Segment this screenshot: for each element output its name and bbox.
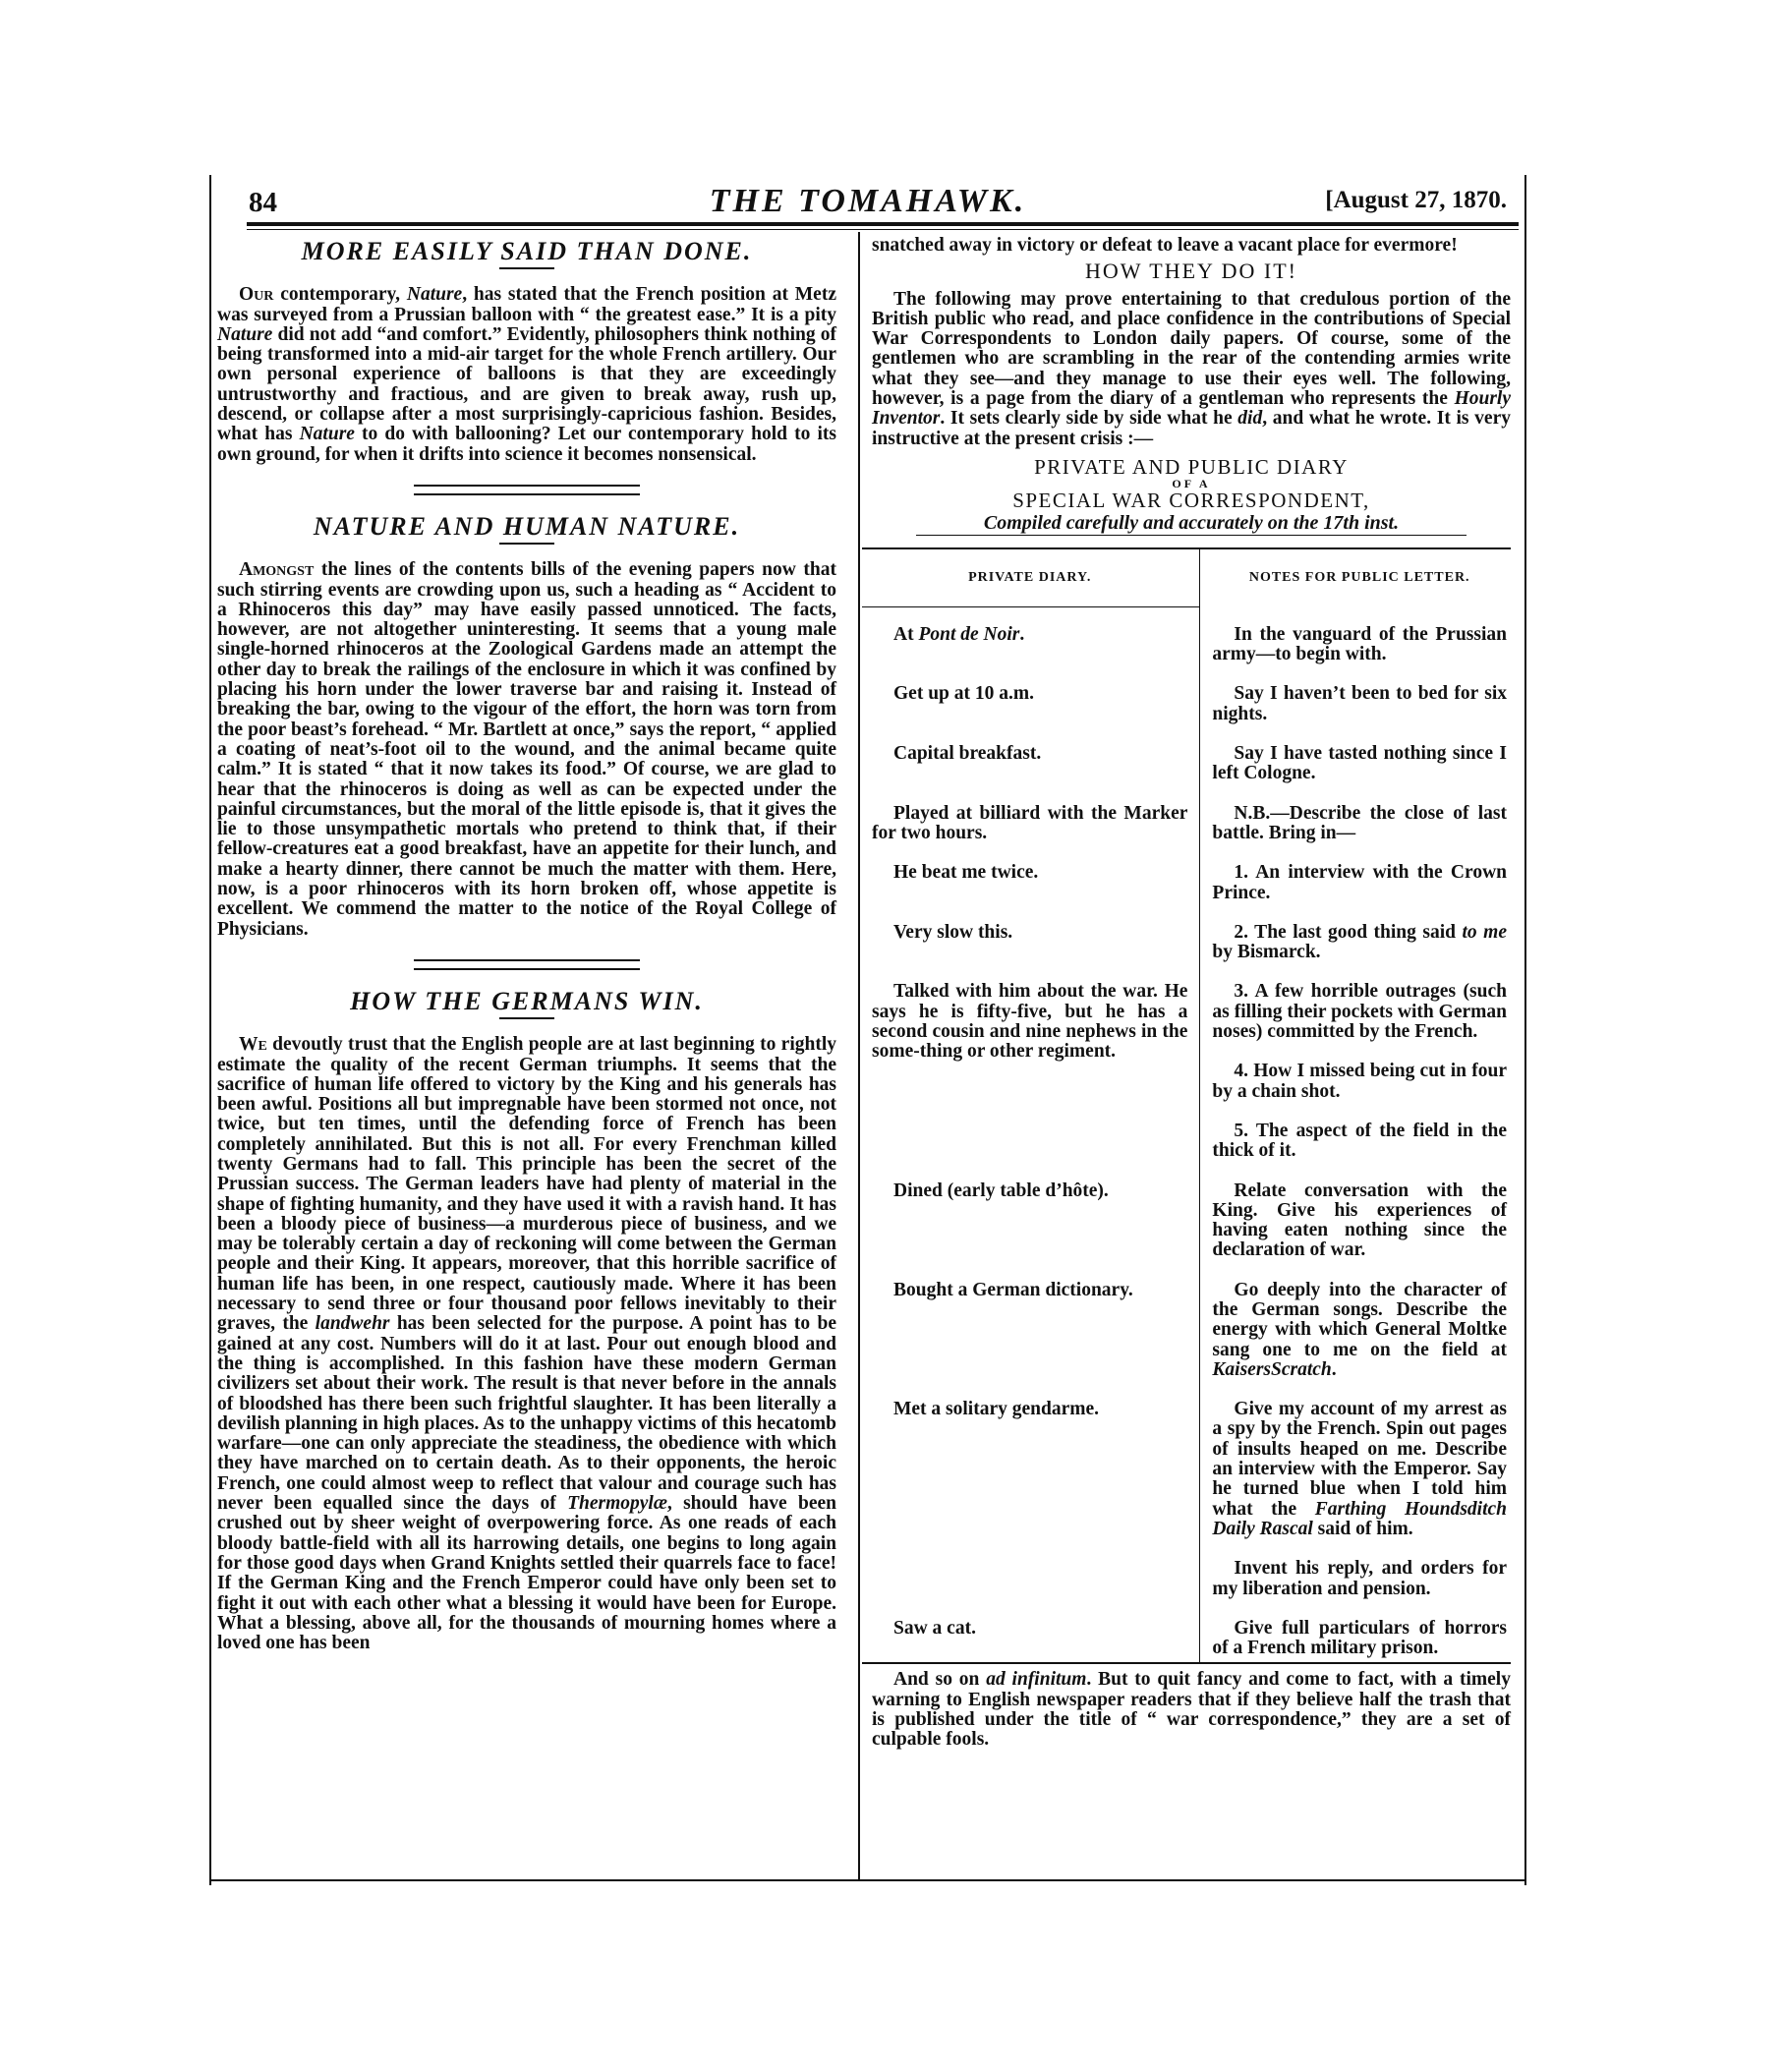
closing-paragraph	[872, 1670, 1511, 1750]
page-bottom-rule	[211, 1879, 1524, 1881]
text-run: . It sets clearly side by side what he	[940, 408, 1238, 430]
heading-rule	[499, 1017, 554, 1019]
article-heading-how-the-germans-win: HOW THE GERMANS WIN.	[350, 986, 704, 1015]
text-italic: did	[1237, 408, 1263, 430]
public-entry: Invent his reply, and orders for my liberation and pension.	[1212, 1558, 1507, 1599]
table-row	[862, 664, 1511, 724]
article-paragraph	[217, 560, 836, 940]
table-row	[862, 1599, 1511, 1664]
masthead-rule	[247, 222, 1519, 226]
table-row	[862, 962, 1511, 1161]
text-run: .	[1331, 1358, 1337, 1380]
right-column	[872, 236, 1511, 1751]
left-column	[217, 236, 836, 1653]
text-italic: Farthing Houndsditch Daily Rascal	[1212, 1498, 1507, 1539]
article-heading-nature-and-human-nature: NATURE AND HUMAN NATURE.	[313, 511, 741, 541]
masthead-rule-thin	[247, 229, 1519, 230]
text-run: The following may prove entertaining to that credulous portion of the British public who read, and place confidence in the contributions of Special War Correspondents to London daily papers. Of course, some of the gentlemen who are scrambling in the rear of the contending armies write what they see—and they manage to use their eyes well. The following, however, is a page from the diary of a gentleman who represents the	[872, 288, 1511, 410]
table-row	[862, 903, 1511, 963]
text-run: At	[893, 623, 919, 645]
column-header-private: PRIVATE DIARY.	[862, 548, 1200, 607]
private-entry: Get up at 10 a.m.	[893, 683, 1034, 705]
dropcap: Amongst	[239, 559, 315, 581]
text-italic: Nature	[217, 323, 273, 345]
private-entry: Played at billiard with the Marker for two hours.	[872, 802, 1188, 843]
diary-table	[862, 547, 1511, 1665]
public-entry: Relate conversation with the King. Give his experiences of having eaten nothing since the declaration of war.	[1212, 1180, 1507, 1261]
diary-title-of: OF A	[1172, 477, 1211, 491]
text-run: , has stated that the French position at Metz was surveyed from a Prussian balloon with “ the greatest ease.” It is a pity	[217, 284, 836, 325]
table-header-row	[862, 548, 1511, 607]
diary-subtitle: SPECIAL WAR CORRESPONDENT,	[1012, 489, 1370, 513]
section-divider	[414, 485, 640, 495]
column-header-public: NOTES FOR PUBLIC LETTER.	[1200, 548, 1511, 607]
text-run: And so on	[893, 1669, 987, 1691]
diary-title-rule	[916, 535, 1467, 536]
text-run: , should have been crushed out by sheer weight of overpowering force. As one reads of each bloody battle-field with all its harrowing details, one begins to long again for those good days when Grand Knights settled their quarrels face to face! If the German King and the French Emperor could have only been set to fight it out with each other what a blessing it would have been for Europe. What a blessing, above all, for the thousands of mourning homes where a loved one has been	[217, 1493, 836, 1654]
text-italic: Hourly Inventor	[872, 388, 1511, 430]
heading-rule	[499, 267, 554, 269]
text-run: , and what he wrote. It is very instructive at the present crisis :—	[872, 408, 1511, 449]
text-italic: Nature	[299, 424, 355, 445]
private-entry: Dined (early table d’hôte).	[893, 1180, 1109, 1201]
article-paragraph	[217, 1035, 836, 1653]
text-run: said of him.	[1312, 1518, 1413, 1539]
table-row	[862, 843, 1511, 903]
text-italic: KaisersScratch	[1212, 1358, 1332, 1380]
text-italic: Pont de Noir	[918, 623, 1020, 645]
article-heading-more-easily-said: MORE EASILY SAID THAN DONE.	[301, 237, 753, 265]
column-divider	[858, 232, 860, 1881]
article-heading-how-they-do-it: HOW THEY DO IT!	[1085, 259, 1297, 284]
continuation-text: snatched away in victory or defeat to leave a vacant place for evermore!	[872, 235, 1458, 256]
text-run: to do with ballooning? Let our contemporary hold to its own ground, for when it drifts into science it becomes nonsensical.	[217, 424, 837, 465]
text-run: the lines of the contents bills of the evening papers now that such stirring events are crowding upon us, such a heading as “ Accident to a Rhinoceros this day” may have easily passed unnoticed. The facts, however, are not altogether uninteresting. It seems that a young male single-horned rhinoceros at the Zoological Gardens made an attempt the other day to break the railings of the enclosure in which it was confined by placing his horn under the lower traverse bar and raising it. Instead of breaking the bar, owing to the vigour of the effort, the horn was torn from the poor beast’s forehead. “ Mr. Bartlett at once,” says the report, “ applied a coating of neat’s-foot oil to the wound, and the animal became quite calm.” It is stated “ that it now takes its food.” Of course, we are glad to hear that the rhinoceros is doing as well as can be expected under the painful circumstances, but the moral of the little episode is, that it gives the lie to those unsympathetic mortals who pretend to think that, if their fellow-creatures eat a good breakfast, have an appetite for their lunch, and make a hearty dinner, there cannot be much the matter with them. Here, now, is a poor rhinoceros with its horn broken off, whose appetite is excellent. We commend the matter to the notice of the Royal College of Physicians.	[217, 559, 836, 940]
dropcap: We	[239, 1034, 267, 1056]
text-italic: ad infinitum	[986, 1669, 1087, 1691]
private-entry: Very slow this.	[893, 921, 1013, 943]
text-run: by Bismarck.	[1212, 942, 1321, 963]
private-entry: Met a solitary gendarme.	[893, 1399, 1100, 1420]
diary-compiled-note: Compiled carefully and accurately on the 17th inst.	[983, 511, 1400, 534]
article-paragraph	[872, 290, 1511, 449]
text-run: . But to quit fancy and come to fact, with a timely warning to English newspaper readers that if they believe half the trash that is published under the title of “ war correspondence,” they are a set of culpable fools.	[872, 1669, 1511, 1751]
public-entry: 3. A few horrible outrages (such as filling their pockets with German noses) committed by the French.	[1212, 981, 1507, 1043]
text-run: devoutly trust that the English people are at last beginning to rightly estimate the quality of the recent German triumphs. It seems that the sacrifice of human life offered to victory by the King and his generals has been awful. Positions all but impregnable have been stormed not once, not twice, but ten times, until the defending force of French has been completely annihilated. But this is not all. For every Frenchman killed twenty Germans had to fall. This principle has been the secret of the Prussian success. The German leaders have had plenty of material in the shape of fighting humanity, and they have used it with a ravish hand. It has been a bloody piece of business—a murderous piece of business, and we may be tolerably certain a day of reckoning will come between the German people and their King. It appears, moreover, that this horrible sacrifice of human life has been, in one respect, cautiously made. Where it has been necessary to send three or four thousand poor fellows inevitably to their graves, the	[217, 1034, 836, 1335]
dropcap: Our	[239, 284, 274, 306]
public-entry: In the vanguard of the Prussian army—to begin with.	[1212, 623, 1507, 665]
text-run: did not add “and comfort.” Evidently, philosophers think nothing of being transformed into a mid-air target for the whole French artillery. Our own personal experience of balloons is that they are exceedingly untrustworthy and fractious, and are given to break away, rush up, descend, or collapse after a most surprisingly-capricious fashion. Besides, what has	[217, 323, 836, 445]
section-divider	[414, 959, 640, 970]
text-run: Give my account of my arrest as a spy by the French. Spin out pages of insults heaped on me. Describe an interview with the Emperor. Say he turned blue when I told him what the	[1212, 1399, 1507, 1520]
private-entry: Capital breakfast.	[893, 743, 1042, 765]
text-run: 2. The last good thing said	[1234, 921, 1463, 943]
public-entry: 4. How I missed being cut in four by a chain shot.	[1212, 1061, 1507, 1102]
text-run: has been selected for the purpose. A point has to be gained at any cost. Numbers will do it at last. Pour out enough blood and the thing is accomplished. In this fashion have these modern German civilizers set about their work. The result is that never before in the annals of bloodshed has there been such frightful slaughter. It has been literally a devilish planning in high places. As to the unhappy victims of this hecatomb warfare—one can only appreciate the steadiness, the obedience with which they have marched on to certain death. As to their opponents, the heroic French, one could almost weep to reflect that valour and courage such has never been equalled since the days of	[217, 1313, 836, 1515]
public-entry: 5. The aspect of the field in the thick of it.	[1212, 1120, 1507, 1162]
newspaper-page	[209, 175, 1526, 1885]
table-row	[862, 1380, 1511, 1599]
text-run: contemporary,	[273, 284, 407, 306]
text-run: .	[1019, 623, 1025, 645]
text-italic: Thermopylæ	[567, 1493, 667, 1515]
private-entry	[872, 625, 1187, 645]
table-row	[862, 1261, 1511, 1380]
table-row	[862, 724, 1511, 784]
table-row	[862, 1162, 1511, 1261]
text-italic: Nature	[406, 284, 463, 306]
issue-date: [August 27, 1870.	[1325, 187, 1507, 213]
public-entry: N.B.—Describe the close of last battle. Bring in—	[1212, 802, 1507, 843]
heading-rule	[499, 543, 554, 545]
diary-title: PRIVATE AND PUBLIC DIARY	[1034, 454, 1349, 479]
public-entry: Say I have tasted nothing since I left Cologne.	[1212, 743, 1507, 784]
page-number: 84	[249, 187, 277, 218]
public-entry	[1212, 923, 1507, 963]
table-row	[862, 784, 1511, 844]
text-italic: landwehr	[315, 1313, 390, 1335]
public-entry	[1212, 1281, 1507, 1380]
public-entry: Say I haven’t been to bed for six nights.	[1212, 683, 1507, 724]
private-entry: Saw a cat.	[893, 1617, 976, 1639]
text-italic: to me	[1462, 921, 1507, 943]
newspaper-title: THE TOMAHAWK.	[709, 183, 1027, 219]
public-entry	[1212, 1400, 1507, 1539]
private-entry: Bought a German dictionary.	[893, 1279, 1133, 1300]
text-run: Go deeply into the character of the German songs. Describe the energy with which General Moltke sang one to me on the field at	[1212, 1279, 1507, 1360]
public-entry: Give full particulars of horrors of a French military prison.	[1212, 1617, 1507, 1659]
public-entry: 1. An interview with the Crown Prince.	[1212, 862, 1507, 903]
private-entry: Talked with him about the war. He says he is fifty-five, but he has a second cousin and nine nephews in the some-thing or other regiment.	[872, 981, 1188, 1063]
article-paragraph	[217, 285, 836, 465]
table-row	[862, 619, 1511, 665]
private-entry: He beat me twice.	[893, 862, 1039, 884]
